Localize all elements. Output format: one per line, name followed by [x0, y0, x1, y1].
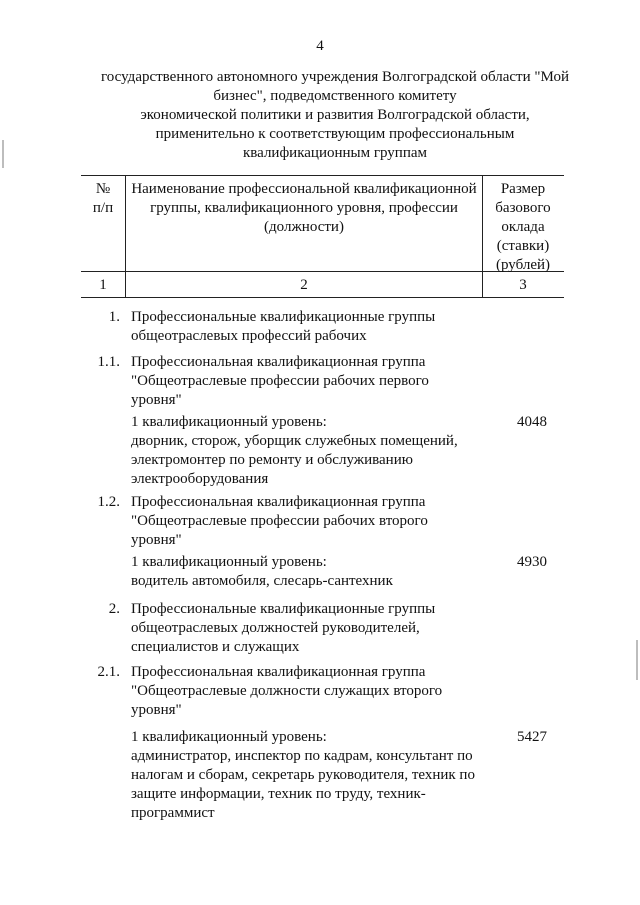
row-number: 1.2.	[97, 494, 120, 510]
table-top-border	[81, 175, 564, 176]
scan-edge-mark	[636, 640, 638, 680]
header-col-salary	[483, 180, 563, 275]
row-line: уровня"	[131, 532, 182, 548]
header-text: оклада	[501, 219, 545, 235]
header-text: (рублей)	[495, 257, 551, 273]
row-line: 1 квалификационный уровень:	[131, 414, 327, 430]
salary-value: 4048	[517, 414, 547, 430]
row-line: специалистов и служащих	[131, 639, 300, 655]
heading-line: применительно к соответствующим профессиональным	[155, 126, 515, 142]
document-heading	[60, 68, 610, 163]
row-text	[131, 728, 475, 823]
header-text: (ставки)	[496, 238, 550, 254]
header-text: Размер	[500, 181, 546, 197]
row-number: 2.1.	[97, 664, 120, 680]
row-line: электромонтер по ремонту и обслуживанию	[131, 452, 413, 468]
salary-value: 5427	[517, 729, 547, 745]
column-number-1: 1	[99, 277, 107, 293]
row-line: Профессиональная квалификационная группа	[131, 664, 426, 680]
row-text	[131, 413, 458, 489]
row-text	[131, 553, 393, 591]
scan-edge-mark	[2, 140, 4, 168]
row-number: 1.1.	[97, 354, 120, 370]
row-text	[131, 308, 435, 346]
header-text: №	[95, 181, 111, 197]
header-col-number	[83, 180, 123, 218]
header-text: Наименование профессиональной квалификационной	[131, 181, 477, 197]
row-line: Профессиональная квалификационная группа	[131, 494, 426, 510]
row-number: 1.	[108, 309, 120, 325]
heading-line: бизнес", подведомственного комитету	[213, 88, 457, 104]
column-number-2: 2	[300, 277, 308, 293]
table-number-row-divider	[81, 297, 564, 298]
header-text: базового	[495, 200, 551, 216]
row-line: уровня"	[131, 702, 182, 718]
heading-line: квалификационным группам	[242, 145, 428, 161]
row-text	[131, 353, 429, 410]
header-text: (должности)	[264, 219, 344, 235]
heading-line: экономической политики и развития Волгоградской области,	[140, 107, 530, 123]
row-number: 2.	[108, 601, 120, 617]
header-col-name	[126, 180, 482, 237]
row-text	[131, 600, 435, 657]
row-line: общеотраслевых должностей руководителей,	[131, 620, 420, 636]
row-text	[131, 493, 428, 550]
row-line: водитель автомобиля, слесарь-сантехник	[131, 573, 393, 589]
row-line: общеотраслевых профессий рабочих	[131, 328, 367, 344]
header-text: группы, квалификационного уровня, профессии	[150, 200, 458, 216]
row-line: 1 квалификационный уровень:	[131, 729, 327, 745]
row-text	[131, 663, 442, 720]
row-line: Профессиональные квалификационные группы	[131, 309, 436, 325]
row-line: защите информации, техник по труду, техник-	[131, 786, 426, 802]
row-line: программист	[131, 805, 215, 821]
row-line: Профессиональная квалификационная группа	[131, 354, 426, 370]
row-line: "Общеотраслевые профессии рабочих первого	[131, 373, 429, 389]
salary-value: 4930	[517, 554, 547, 570]
row-line: администратор, инспектор по кадрам, консультант по	[131, 748, 473, 764]
row-line: Профессиональные квалификационные группы	[131, 601, 436, 617]
row-line: электрооборудования	[131, 471, 269, 487]
row-line: "Общеотраслевые должности служащих второго	[131, 683, 443, 699]
page-number: 4	[316, 38, 324, 54]
row-line: уровня"	[131, 392, 182, 408]
row-line: "Общеотраслевые профессии рабочих второго	[131, 513, 428, 529]
column-number-3: 3	[519, 277, 527, 293]
heading-line: государственного автономного учреждения Волгоградской области "Мой	[101, 69, 569, 85]
header-text: п/п	[92, 200, 114, 216]
row-line: 1 квалификационный уровень:	[131, 554, 327, 570]
row-line: налогам и сборам, секретарь руководителя, техник по	[131, 767, 475, 783]
row-line: дворник, сторож, уборщик служебных помещений,	[131, 433, 458, 449]
